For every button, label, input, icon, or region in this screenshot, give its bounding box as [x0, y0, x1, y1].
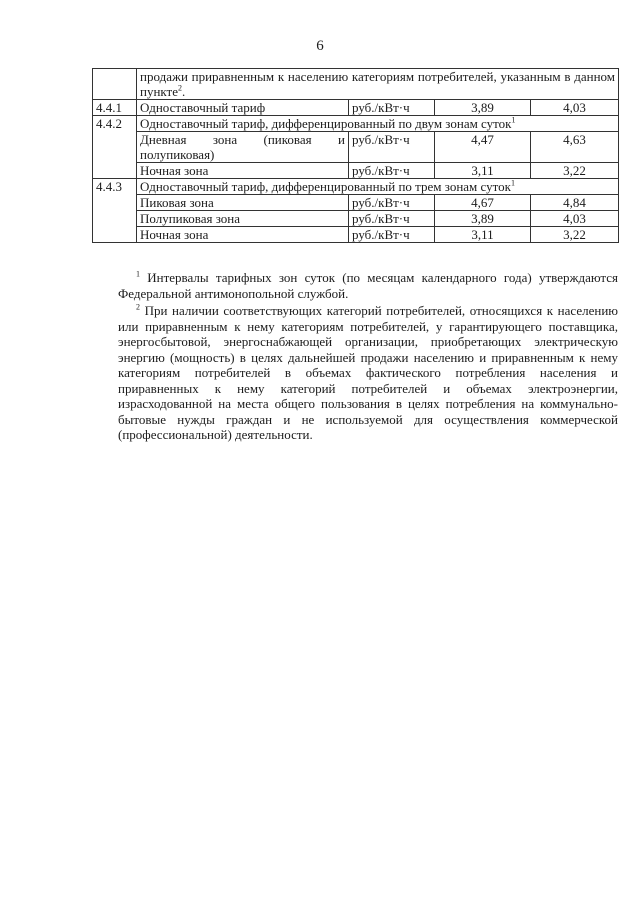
value-first-half: 3,89 — [435, 211, 531, 227]
tariff-name: Полупиковая зона — [137, 211, 349, 227]
value-first-half: 4,47 — [435, 132, 531, 163]
tariff-name: Ночная зона — [137, 227, 349, 243]
tariff-group-cell — [137, 179, 619, 195]
table-row — [93, 211, 619, 227]
value-second-half: 4,84 — [531, 195, 619, 211]
table-row — [93, 132, 619, 163]
table-row — [93, 195, 619, 211]
row-number-cell — [93, 69, 137, 100]
table-row — [93, 227, 619, 243]
footnote-ref: 1 — [510, 178, 515, 188]
footnote-ref: 2 — [178, 83, 183, 93]
unit-cell: руб./кВт·ч — [349, 100, 435, 116]
table-row-continuation — [93, 69, 619, 100]
row-number: 4.4.3 — [93, 179, 137, 243]
unit-cell: руб./кВт·ч — [349, 227, 435, 243]
value-second-half: 3,22 — [531, 227, 619, 243]
row-number: 4.4.1 — [93, 100, 137, 116]
value-second-half: 4,63 — [531, 132, 619, 163]
page-number: 6 — [316, 38, 324, 54]
value-first-half: 3,11 — [435, 227, 531, 243]
tariff-name: Одноставочный тариф — [137, 100, 349, 116]
unit-cell: руб./кВт·ч — [349, 195, 435, 211]
continuation-text: продажи приравненным к населению категориям потребителей, указанным в данном пункте — [140, 69, 616, 99]
footnote-mark: 1 — [136, 269, 140, 279]
row-number: 4.4.2 — [93, 116, 137, 179]
unit-cell: руб./кВт·ч — [349, 211, 435, 227]
tariff-name: Одноставочный тариф, дифференцированный по двум зонам суток — [140, 116, 512, 131]
table-row — [93, 100, 619, 116]
tariff-name: Одноставочный тариф, дифференцированный по трем зонам суток — [140, 179, 511, 194]
footnotes — [118, 270, 618, 445]
footnote-1 — [118, 270, 618, 301]
unit-cell: руб./кВт·ч — [349, 132, 435, 163]
value-second-half: 4,03 — [531, 100, 619, 116]
value-first-half: 3,11 — [435, 163, 531, 179]
value-first-half: 4,67 — [435, 195, 531, 211]
value-first-half: 3,89 — [435, 100, 531, 116]
footnote-text: Интервалы тарифных зон суток (по месяцам календарного года) утверждаются Федеральной антимонопольной службой. — [118, 270, 619, 301]
footnote-2 — [118, 303, 618, 443]
continuation-cell: продажи приравненным к населению категориям потребителей, указанным в данном пункте$^2$. — [137, 69, 619, 100]
table-row — [93, 163, 619, 179]
footnote-text: При наличии соответствующих категорий потребителей, относящихся к населению или приравненным к нему категориям потребителей, у гарантирующего поставщика, энергосбытовой, энергоснабжающей организации, приобретающих электрическую энергию (мощность) в целях дальнейшей продажи населению и приравненным к нему категориям потребителей в объемах фактического потребления населения и приравненных к нему категорий потребителей и объемах электроэнергии, израсходованной на места общего пользования в целях потребления на коммунально-бытовые нужды граждан и не используемой для осуществления коммерческой (профессиональной) деятельности. — [118, 303, 618, 442]
tariff-group-cell — [137, 116, 619, 132]
value-second-half: 4,03 — [531, 211, 619, 227]
tariff-name: Пиковая зона — [137, 195, 349, 211]
table-row — [93, 179, 619, 195]
tariff-name: Дневная зона (пиковая и полупиковая) — [137, 132, 349, 163]
table-row — [93, 116, 619, 132]
footnote-ref: 1 — [511, 115, 516, 125]
tariff-table — [92, 68, 619, 243]
tariff-name: Ночная зона — [137, 163, 349, 179]
unit-cell: руб./кВт·ч — [349, 163, 435, 179]
footnote-mark: 2 — [136, 302, 140, 312]
value-second-half: 3,22 — [531, 163, 619, 179]
